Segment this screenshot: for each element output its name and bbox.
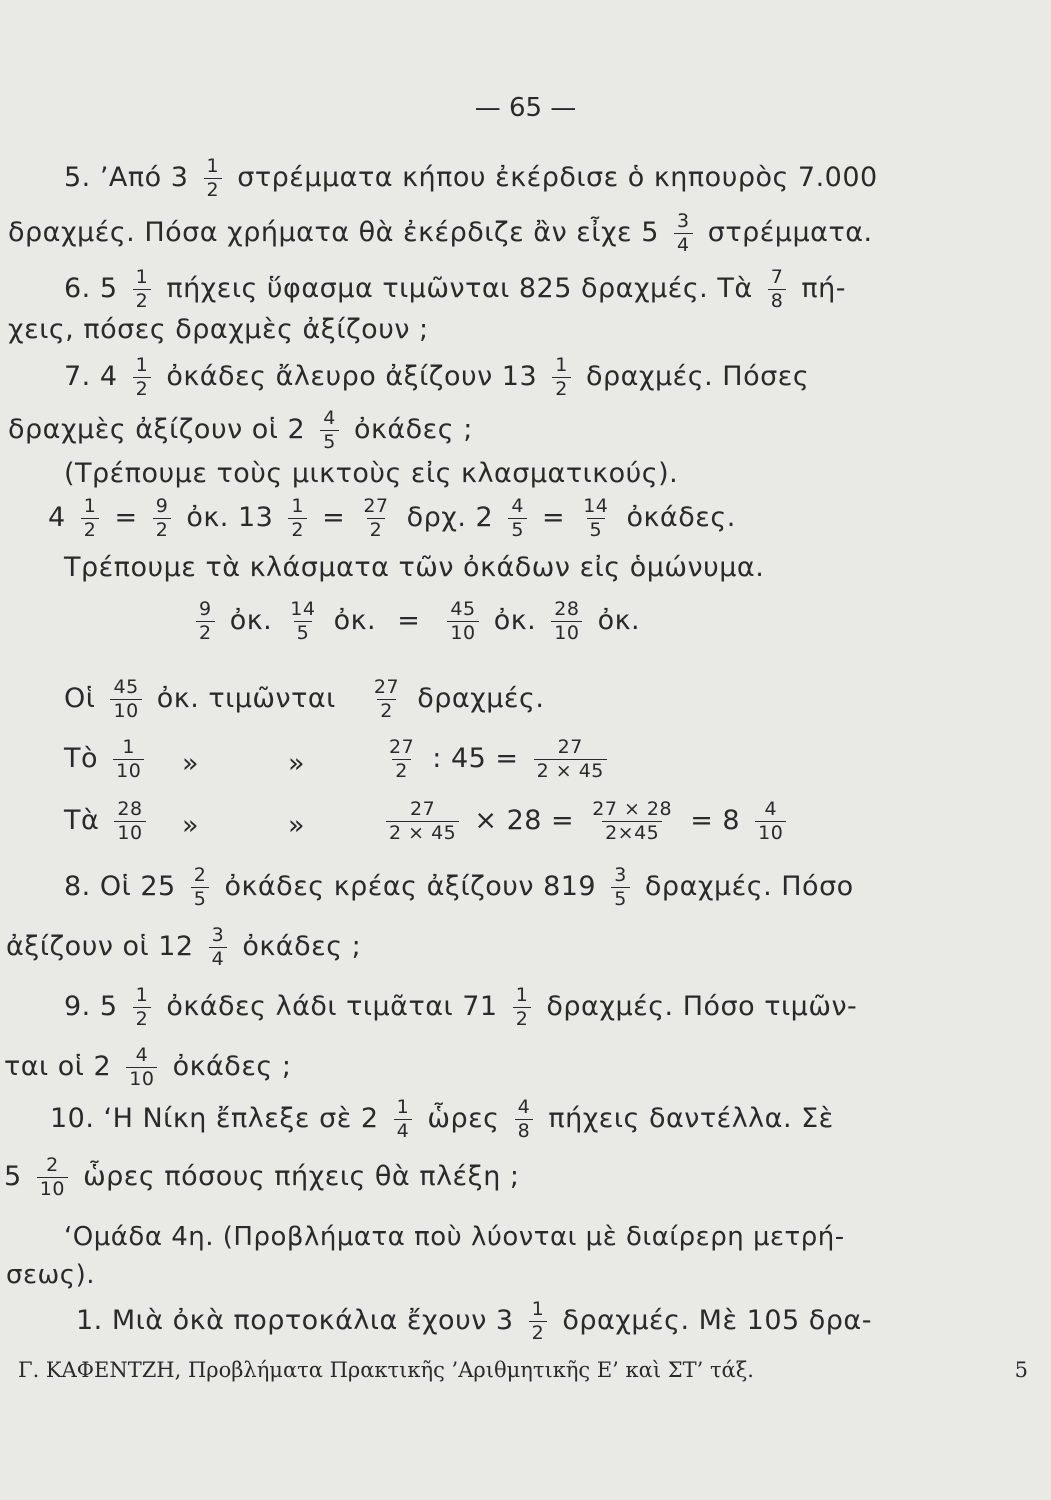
conversion-equations: 4 $\frac{1}{2}$ = $\frac{9}{2}$ ὀκ. 13 $\frac{1}{2}$ = $\frac{27}{2}$ δρχ. 2 $\frac{4}{5}$ = $\frac{14}{5}$ ὀκάδες. [48, 495, 736, 541]
group-heading-cont: σεως). [6, 1260, 95, 1290]
fraction: $\frac{1}{2}$ [81, 497, 100, 540]
fraction: $\frac{27 \times 28}{2\times 45}$ [592, 798, 673, 844]
ditto-mark: » [182, 748, 200, 779]
fraction: $\frac{14}{5}$ [290, 598, 316, 644]
fraction: $\frac{28}{10}$ [114, 800, 145, 843]
fraction: $\frac{2}{10}$ [37, 1156, 68, 1199]
calc-row-3: Τὰ $\frac{28}{10}$ [64, 800, 152, 843]
fraction: $\frac{4}{10}$ [126, 1046, 157, 1089]
problem-5-line-1: 5. ’Από 3 $\frac{1}{2}$ στρέμματα κήπου ἐκέρδισε ὁ κηπουρὸς 7.000 [64, 155, 878, 201]
fraction: $\frac{1}{2}$ [133, 268, 152, 311]
fraction: $\frac{1}{4}$ [394, 1098, 413, 1141]
problem-9-line-1: 9. 5 $\frac{1}{2}$ ὀκάδες λάδι τιμᾶται 71 $\frac{1}{2}$ δραχμές. Πόσο τιμῶν- [64, 984, 858, 1030]
group-problem-1-line-1: 1. Μιὰ ὀκὰ πορτοκάλια ἔχουν 3 $\frac{1}{2}$ δραχμές. Μὲ 105 δρα- [76, 1298, 872, 1344]
fraction: $\frac{1}{2}$ [133, 986, 152, 1029]
fraction: $\frac{7}{8}$ [768, 268, 787, 311]
page-number: — 65 — [474, 93, 577, 123]
fraction: $\frac{1}{2}$ [288, 497, 307, 540]
fraction: $\frac{27}{2}$ [363, 495, 389, 541]
footer-text: Γ. ΚΑΦΕΝΤΖΗ, Προβλήματα Πρακτικῆς ’Αριθμητικῆς Ε’ καὶ ΣΤ’ τάξ. [18, 1358, 754, 1382]
ditto-mark: » [288, 810, 306, 841]
common-denominator-equation: $\frac{9}{2}$ ὀκ. $\frac{14}{5}$ ὀκ. = $\frac{45}{10}$ ὀκ. $\frac{28}{10}$ ὀκ. [190, 600, 640, 643]
signature-number: 5 [1014, 1358, 1028, 1382]
problem-5-line-2: δραχμές. Πόσα χρήματα θὰ ἐκέρδιζε ἂν εἶχε 5 $\frac{3}{4}$ στρέμματα. [8, 210, 873, 256]
conversion-common-denominator: Τρέπουμε τὰ κλάσματα τῶν ὀκάδων εἰς ὁμώνυμα. [64, 552, 765, 583]
fraction: $\frac{14}{5}$ [583, 495, 609, 541]
problem-9-line-2: ται οἱ 2 $\frac{4}{10}$ ὀκάδες ; [4, 1044, 292, 1090]
fraction: $\frac{1}{10}$ [113, 738, 144, 781]
calc-row-3-expression: $\frac{27}{2 \times 45}$ × 28 = $\frac{27 \times 28}{2\times 45}$ = 8 $\frac{4}{10}$ [380, 800, 792, 843]
fraction: $\frac{1}{2}$ [133, 356, 152, 399]
group-heading: ‘Ομάδα 4η. (Προβλήματα ποὺ λύονται μὲ διαίρερη μετρή- [64, 1222, 845, 1252]
fraction: $\frac{27}{2 \times 45}$ [534, 738, 607, 781]
fraction: $\frac{3}{5}$ [611, 866, 630, 909]
calc-row-2-expression: $\frac{27}{2}$ : 45 = $\frac{27}{2 \times 45}$ [380, 738, 613, 781]
fraction: $\frac{4}{5}$ [508, 497, 527, 540]
problem-7-line-2: δραχμὲς ἀξίζουν οἱ 2 $\frac{4}{5}$ ὀκάδες ; [8, 407, 473, 453]
problem-10-line-2: 5 $\frac{2}{10}$ ὧρες πόσους πήχεις θὰ πλέξη ; [4, 1154, 520, 1200]
ditto-mark: » [288, 748, 306, 779]
fraction: $\frac{2}{5}$ [191, 866, 210, 909]
fraction: $\frac{27}{2}$ [373, 676, 400, 722]
problem-8-line-1: 8. Οἱ 25 $\frac{2}{5}$ ὀκάδες κρέας ἀξίζουν 819 $\frac{3}{5}$ δραχμές. Πόσο [64, 864, 854, 910]
fraction: $\frac{27}{2 \times 45}$ [386, 800, 459, 843]
fraction: $\frac{28}{10}$ [551, 600, 582, 643]
problem-10-line-1: 10. ‘Η Νίκη ἔπλεξε σὲ 2 $\frac{1}{4}$ ὧρες $\frac{4}{8}$ πήχεις δαντέλλα. Σὲ [50, 1096, 834, 1142]
calc-row-2: Τὸ $\frac{1}{10}$ [64, 738, 150, 781]
fraction: $\frac{3}{4}$ [674, 212, 693, 255]
problem-8-line-2: ἀξίζουν οἱ 12 $\frac{3}{4}$ ὀκάδες ; [6, 924, 362, 970]
problem-6-line-2: χεις, πόσες δραχμὲς ἀξίζουν ; [8, 314, 429, 345]
fraction: $\frac{1}{2}$ [513, 986, 532, 1029]
fraction: $\frac{9}{2}$ [153, 497, 172, 540]
fraction: $\frac{3}{4}$ [209, 926, 228, 969]
problem-7-line-1: 7. 4 $\frac{1}{2}$ ὀκάδες ἄλευρο ἀξίζουν 13 $\frac{1}{2}$ δραχμές. Πόσες [64, 354, 810, 400]
fraction: $\frac{45}{10}$ [110, 678, 141, 721]
problem-6-line-1: 6. 5 $\frac{1}{2}$ πήχεις ὕφασμα τιμῶνται 825 δραχμές. Τὰ $\frac{7}{8}$ πή- [64, 266, 847, 312]
fraction: $\frac{1}{2}$ [529, 1300, 548, 1343]
ditto-mark: » [182, 810, 200, 841]
fraction: $\frac{1}{2}$ [204, 157, 223, 200]
fraction: $\frac{4}{5}$ [320, 409, 339, 452]
fraction: $\frac{27}{2}$ [389, 736, 415, 782]
fraction: $\frac{4}{10}$ [755, 800, 786, 843]
fraction: $\frac{9}{2}$ [196, 600, 215, 643]
fraction: $\frac{4}{8}$ [515, 1098, 534, 1141]
fraction: $\frac{1}{2}$ [552, 356, 571, 399]
conversion-intro: (Τρέπουμε τοὺς μικτοὺς εἰς κλασματικούς). [64, 458, 679, 489]
fraction: $\frac{45}{10}$ [447, 600, 478, 643]
calc-row-1: Οἱ $\frac{45}{10}$ ὀκ. τιμῶνται $\frac{27}{2}$ δραχμές. [64, 676, 545, 722]
footer [18, 1358, 1028, 1382]
